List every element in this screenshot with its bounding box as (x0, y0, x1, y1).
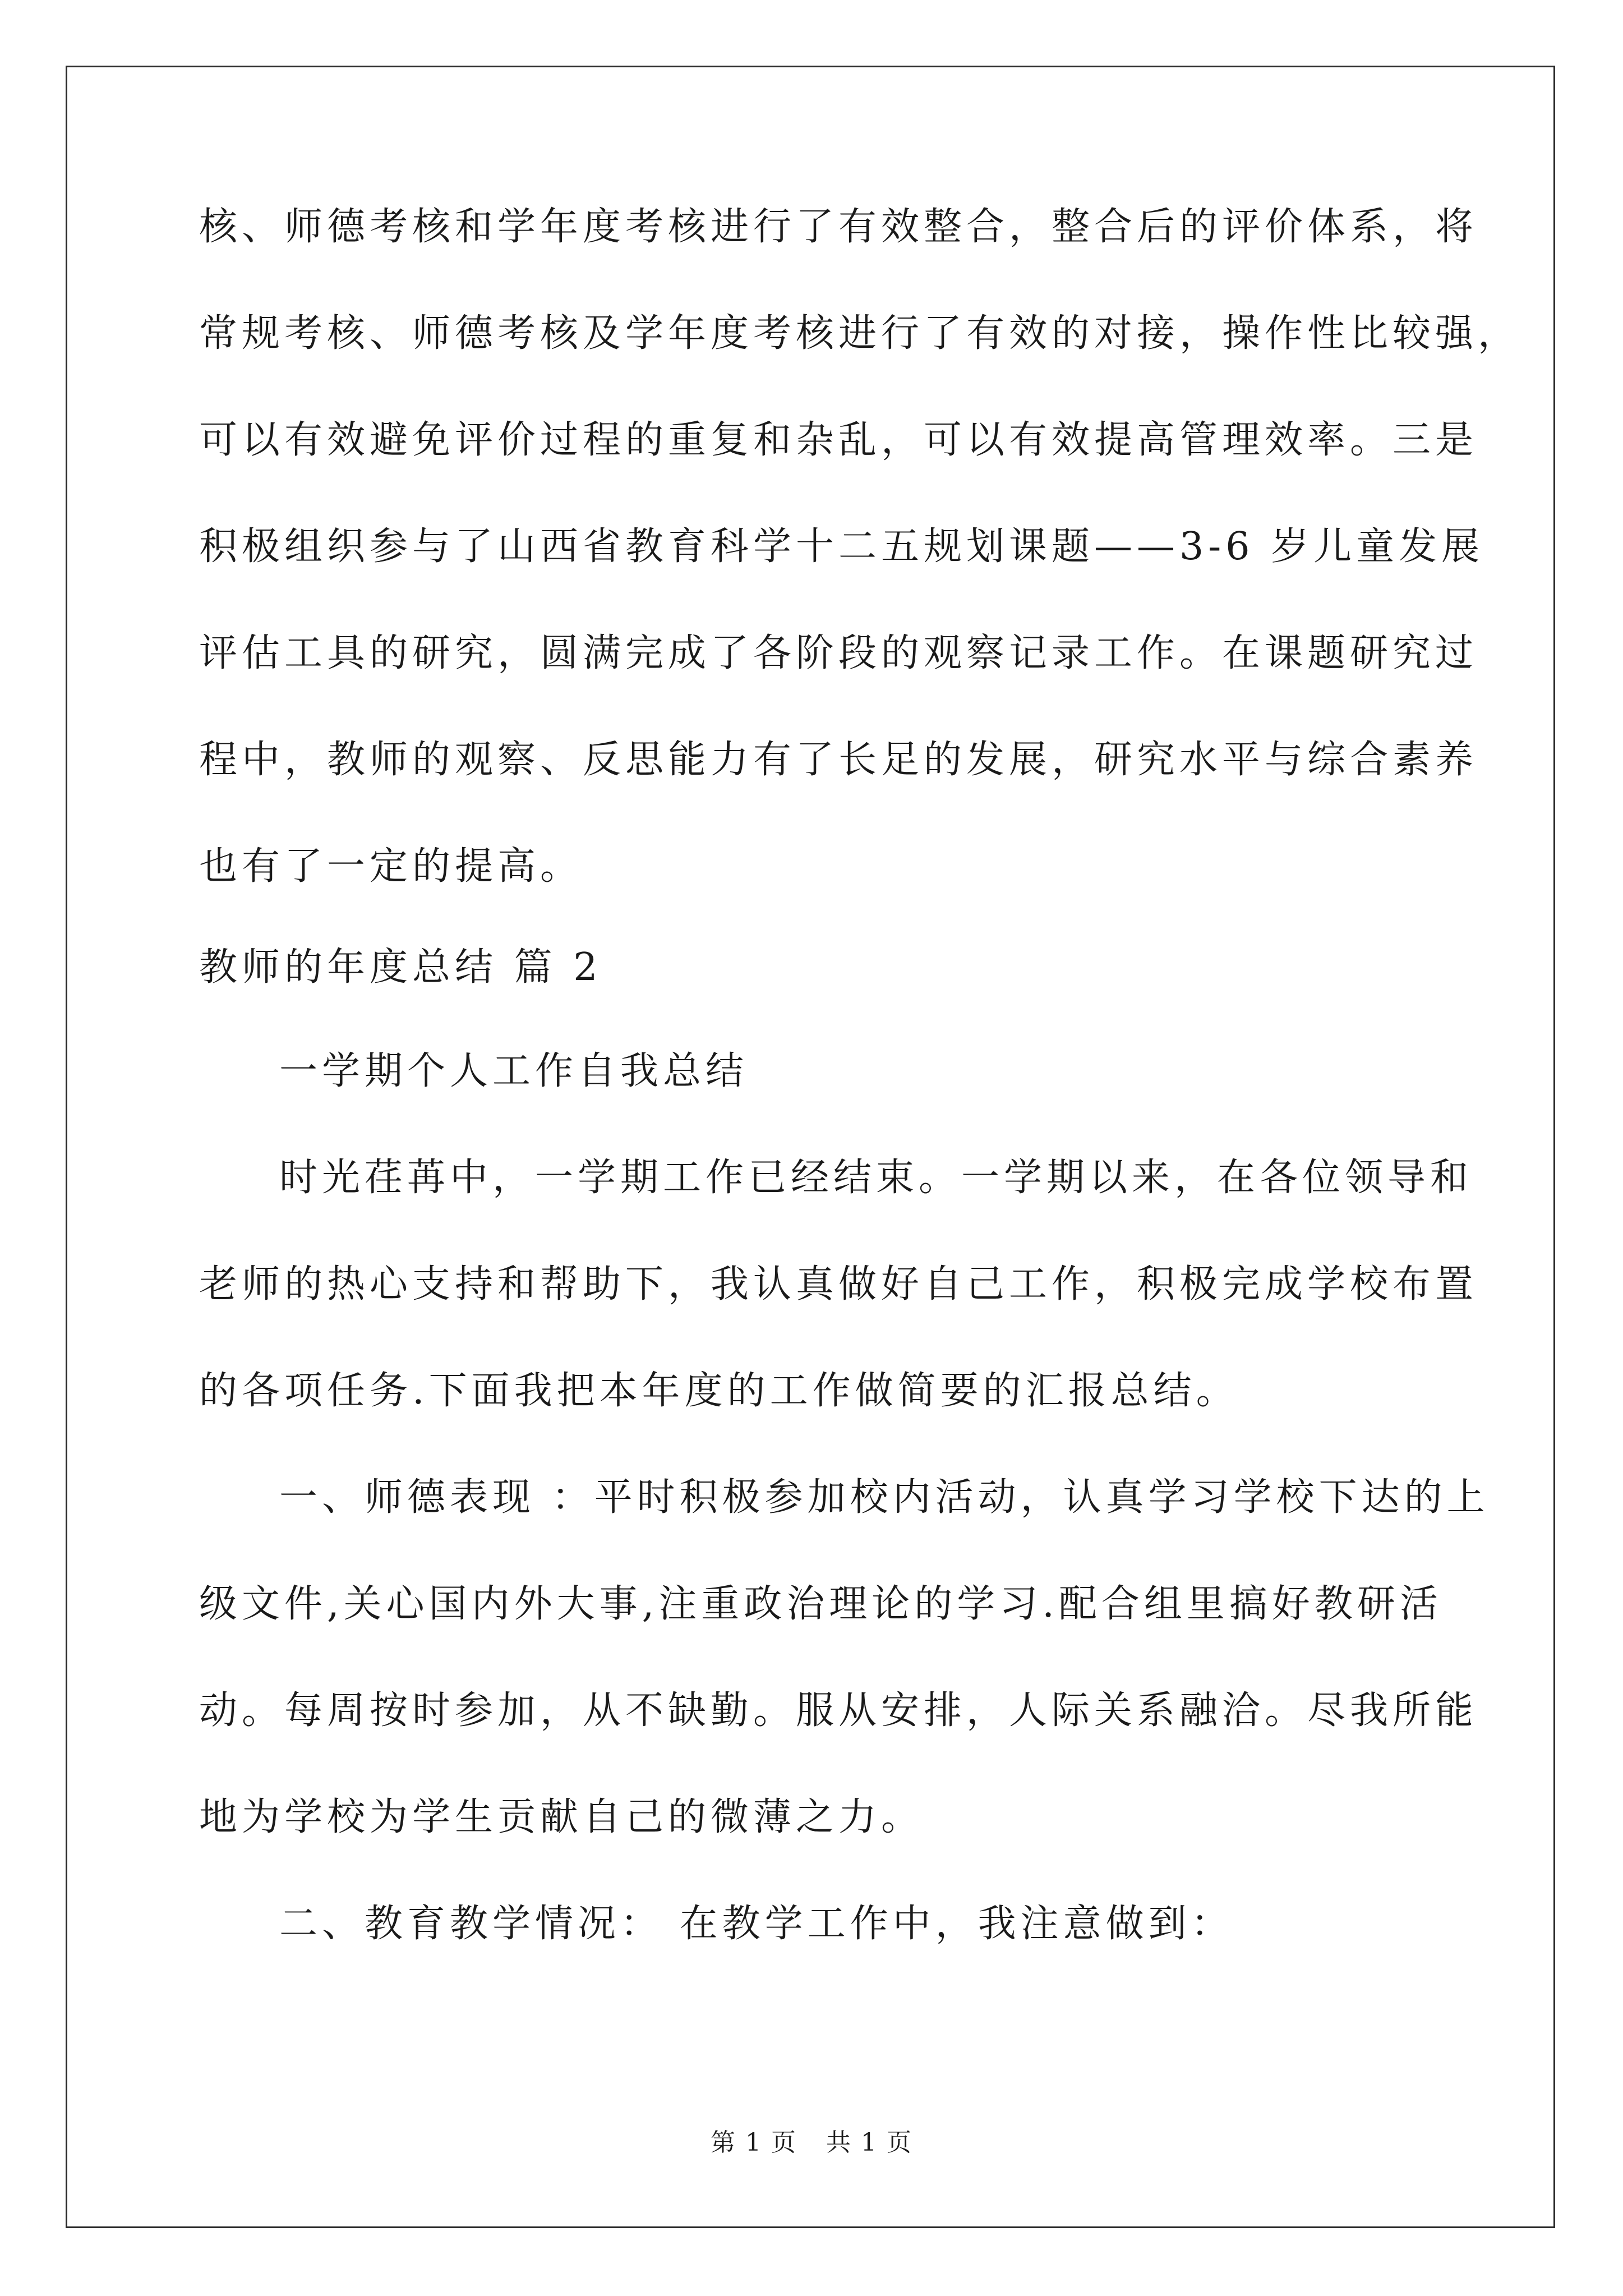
text-line: 地为学校为学生贡献自己的微薄之力。 (199, 1795, 924, 1839)
page-number: 第 1 页 (711, 2128, 797, 2157)
text-line: 时光荏苒中，一学期工作已经结束。一学期以来，在各位领导和 (279, 1156, 1473, 1200)
section-heading: 教师的年度总结 篇 2 (199, 945, 602, 990)
text-line: 评估工具的研究，圆满完成了各阶段的观察记录工作。在课题研究过 (199, 631, 1478, 675)
text-line: 核、师德考核和学年度考核进行了有效整合，整合后的评价体系，将 (199, 205, 1478, 249)
text-line: 老师的热心支持和帮助下，我认真做好自己工作，积极完成学校布置 (199, 1262, 1478, 1306)
text-line: 程中，教师的观察、反思能力有了长足的发展，研究水平与综合素养 (199, 738, 1478, 782)
text-line: 的各项任务.下面我把本年度的工作做简要的汇报总结。 (199, 1369, 1239, 1413)
page-footer (0, 2129, 1623, 2157)
subsection-title: 一学期个人工作自我总结 (279, 1049, 749, 1093)
text-line: 可以有效避免评价过程的重复和杂乱，可以有效提高管理效率。三是 (199, 418, 1478, 462)
text-line: 常规考核、师德考核及学年度考核进行了有效的对接，操作性比较强， (199, 311, 1521, 356)
text-line: 动。每周按时参加，从不缺勤。服从安排，人际关系融洽。尽我所能 (199, 1688, 1478, 1733)
text-line: 一、师德表现 ：平时积极参加校内活动，认真学习学校下达的上 (279, 1475, 1490, 1520)
text-line: 也有了一定的提高。 (199, 844, 583, 889)
page-total: 共 1 页 (826, 2128, 912, 2157)
text-line: 二、教育教学情况： 在教学工作中，我注意做到： (279, 1902, 1234, 1946)
text-line: 级文件,关心国内外大事,注重政治理论的学习.配合组里搞好教研活 (199, 1582, 1442, 1626)
text-line: 积极组织参与了山西省教育科学十二五规划课题——3-6 岁儿童发展 (199, 524, 1484, 569)
